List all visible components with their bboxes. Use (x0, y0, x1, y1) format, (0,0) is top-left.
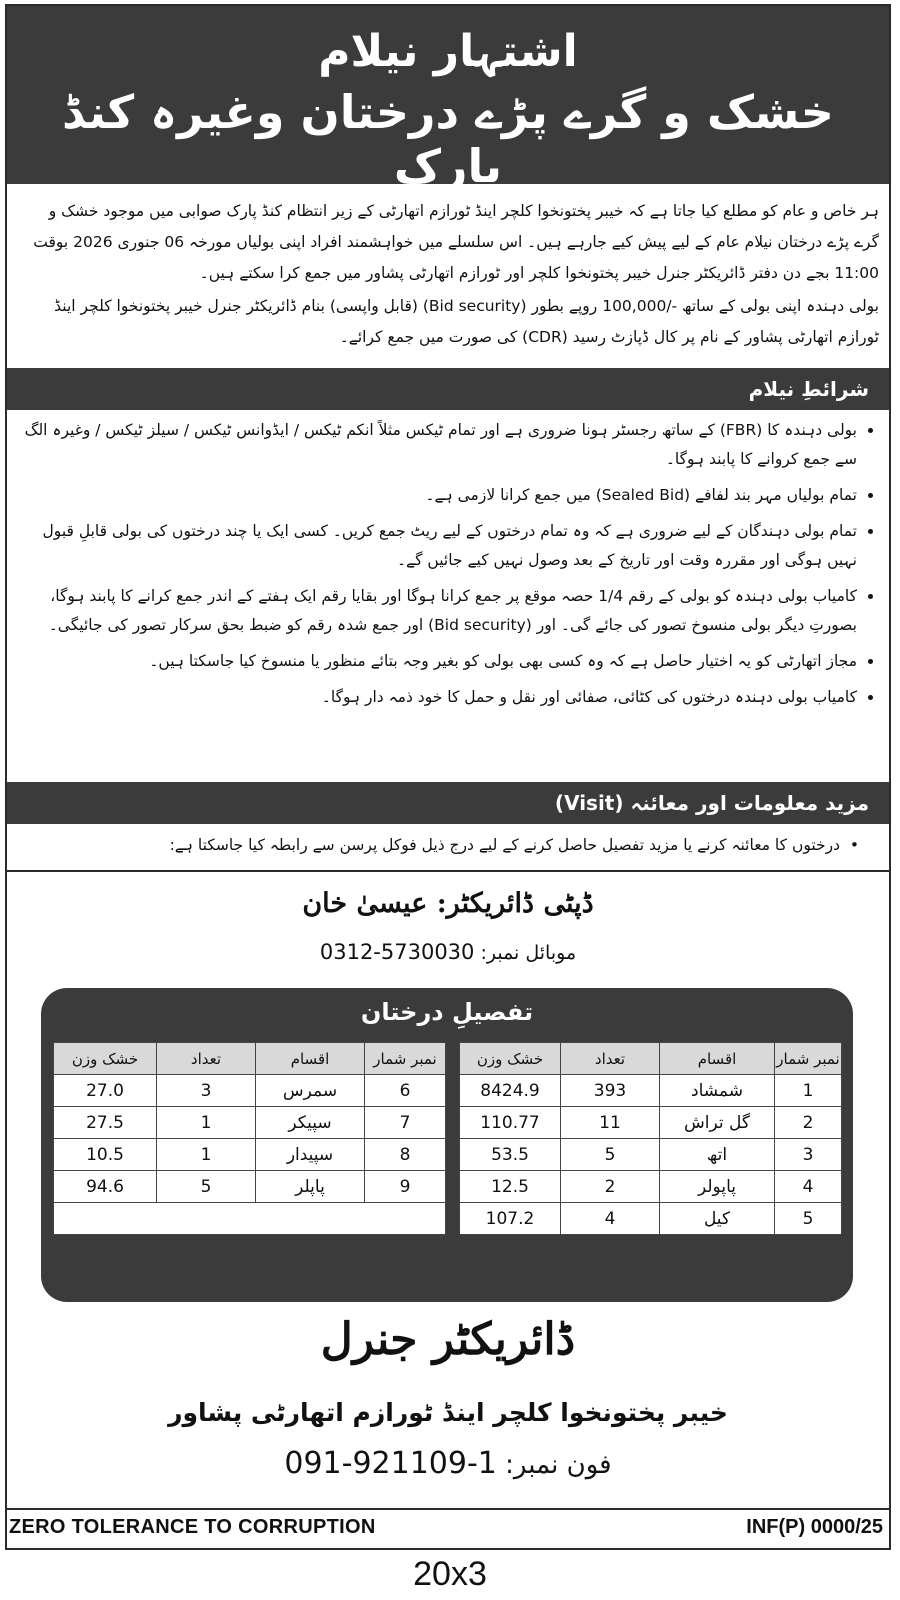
cell-type: سپیدار (256, 1139, 365, 1171)
ad-subtitle: خشک و گرے پڑے درختان وغیرہ کنڈ پارک (62, 85, 834, 193)
phone-number: 091-921109-1 (284, 1446, 497, 1481)
divider (7, 870, 889, 872)
conditions-section (7, 412, 889, 780)
table-row (460, 1139, 842, 1171)
condition-item: • تمام بولیاں مہر بند لفافے (Sealed Bid) میں جمع کرانا لازمی ہے۔ (21, 481, 857, 510)
cell-type: پاپولر (660, 1171, 775, 1203)
cell-type: سپیکر (256, 1107, 365, 1139)
cell-serial: 6 (365, 1075, 446, 1107)
cell-weight: 94.6 (54, 1171, 157, 1203)
cell-serial: 4 (775, 1171, 842, 1203)
cell-weight: 53.5 (460, 1139, 561, 1171)
cell-count: 4 (561, 1203, 660, 1235)
conditions-list (21, 416, 875, 712)
cell-weight: 12.5 (460, 1171, 561, 1203)
col-type: اقسام (660, 1043, 775, 1075)
cell-type: اتھ (660, 1139, 775, 1171)
cell-weight: 107.2 (460, 1203, 561, 1235)
conditions-heading: شرائطِ نیلام (748, 377, 869, 401)
cell-type: گل تراش (660, 1107, 775, 1139)
anti-corruption-slogan: ZERO TOLERANCE TO CORRUPTION (9, 1516, 376, 1538)
cell-serial: 9 (365, 1171, 446, 1203)
director-general-title: ڈائریکٹر جنرل (320, 1314, 576, 1365)
table-row (460, 1107, 842, 1139)
cell-weight: 27.0 (54, 1075, 157, 1107)
cell-weight: 8424.9 (460, 1075, 561, 1107)
cell-type: کیل (660, 1203, 775, 1235)
col-count: تعداد (561, 1043, 660, 1075)
table-row (54, 1075, 446, 1107)
condition-item: • مجاز اتھارٹی کو یہ اختیار حاصل ہے کہ وہ کسی بھی بولی کو بغیر وجہ بتائے منظور یا منسوخ کیا جاسکتا ہیں۔ (21, 647, 857, 676)
col-serial: نمبر شمار (365, 1043, 446, 1075)
col-weight: خشک وزن (460, 1043, 561, 1075)
advertisement-frame (5, 4, 891, 1550)
mobile-number: 0312-5730030 (319, 940, 475, 964)
table-row (54, 1171, 446, 1203)
trees-table-box (41, 988, 853, 1302)
trees-table-left (53, 1042, 446, 1235)
table-row-empty (54, 1203, 446, 1235)
visit-text: درختوں کا معائنہ کرنے یا مزید تفصیل حاصل کرنے کے لیے درج ذیل فوکل پرسن سے رابطہ کیا جاسکتا ہے: (169, 836, 840, 854)
table-header-row (54, 1043, 446, 1075)
ad-title: اشتہار نیلام (318, 26, 578, 77)
authority-name: خیبر پختونخوا کلچر اینڈ ٹورازم اتھارٹی پشاور (168, 1398, 728, 1427)
focal-person-mobile (7, 940, 889, 964)
cell-serial: 8 (365, 1139, 446, 1171)
cell-count: 2 (561, 1171, 660, 1203)
ad-size-label: 20x3 (413, 1555, 487, 1593)
intro-section (7, 186, 889, 369)
cell-serial: 1 (775, 1075, 842, 1107)
col-weight: خشک وزن (54, 1043, 157, 1075)
header-band (7, 6, 889, 193)
table-row (54, 1107, 446, 1139)
table-header-row (460, 1043, 842, 1075)
bullet-icon: • (844, 836, 859, 854)
cell-weight: 10.5 (54, 1139, 157, 1171)
col-type: اقسام (256, 1043, 365, 1075)
cell-serial: 5 (775, 1203, 842, 1235)
cell-count: 5 (561, 1139, 660, 1171)
bottom-bar (7, 1508, 889, 1548)
cell-weight: 27.5 (54, 1107, 157, 1139)
condition-item: • بولی دہندہ کا (FBR) کے ساتھ رجسٹر ہونا ضروری ہے اور تمام ٹیکس مثلاً انکم ٹیکس / ایڈوانس ٹیکس / سیلز ٹیکس / وغیرہ الگ سے جمع کروانے کا پابند ہوگا۔ (21, 416, 857, 474)
cell-count: 5 (157, 1171, 256, 1203)
cell-weight: 110.77 (460, 1107, 561, 1139)
table-row (460, 1171, 842, 1203)
col-serial: نمبر شمار (775, 1043, 842, 1075)
intro-paragraph: ہر خاص و عام کو مطلع کیا جاتا ہے کہ خیبر پختونخوا کلچر اینڈ ٹورازم اتھارٹی کے زیر انتظام کنڈ پارک صوابی میں موجود خشک و گرے پڑے درختان نیلام عام کے لیے پیش کیے جارہے ہیں۔ اس سلسلے میں خواہشمند افراد اپنی بولیاں مورخہ 06 جنوری 2026 بوقت 11:00 بجے دن دفتر ڈائریکٹر جنرل خیبر پختونخوا کلچر اور ٹورازم اتھارٹی پشاور میں جمع کرا سکتے ہیں۔ (33, 202, 879, 282)
trees-table-title: تفصیلِ درختان (360, 998, 534, 1026)
condition-item: • کامیاب بولی دہندہ درختوں کی کٹائی، صفائی اور نقل و حمل کا خود ذمہ دار ہوگا۔ (21, 683, 857, 712)
cell-serial: 3 (775, 1139, 842, 1171)
table-row (460, 1075, 842, 1107)
visit-heading-band (7, 782, 889, 824)
visit-heading: مزید معلومات اور معائنہ (Visit) (554, 791, 869, 815)
empty-cell (54, 1203, 446, 1235)
conditions-heading-band (7, 368, 889, 410)
cell-serial: 2 (775, 1107, 842, 1139)
cell-count: 11 (561, 1107, 660, 1139)
cell-type: سمرس (256, 1075, 365, 1107)
phone-label: فون نمبر: (505, 1450, 612, 1480)
cell-type: پاپلر (256, 1171, 365, 1203)
condition-item: • تمام بولی دہندگان کے لیے ضروری ہے کہ وہ تمام درختوں کے لیے ریٹ جمع کریں۔ کسی ایک یا چند درختوں کی بولی قابلِ قبول نہیں ہوگی اور مقررہ وقت اور تاریخ کے بعد وصول نہیں کیے جائیں گے۔ (21, 517, 857, 575)
cell-count: 393 (561, 1075, 660, 1107)
visit-section (7, 826, 889, 870)
bid-security-paragraph: بولی دہندہ اپنی بولی کے ساتھ -/100,000 روپے بطور (Bid security) (قابل واپسی) بنام ڈائریکٹر جنرل خیبر پختونخوا کلچر اینڈ ٹورازم اتھارٹی پشاور کے نام پر کال ڈپازٹ رسید (CDR) کی صورت میں جمع کرائے۔ (54, 297, 879, 346)
cell-count: 1 (157, 1139, 256, 1171)
table-row (460, 1203, 842, 1235)
mobile-label: موبائل نمبر: (480, 942, 577, 964)
cell-count: 3 (157, 1075, 256, 1107)
trees-table-right (459, 1042, 842, 1235)
cell-count: 1 (157, 1107, 256, 1139)
inf-reference: INF(P) 0000/25 (746, 1516, 883, 1538)
focal-person-name: ڈپٹی ڈائریکٹر: عیسیٰ خان (302, 888, 594, 919)
cell-type: شمشاد (660, 1075, 775, 1107)
col-count: تعداد (157, 1043, 256, 1075)
cell-serial: 7 (365, 1107, 446, 1139)
table-row (54, 1139, 446, 1171)
condition-item: • کامیاب بولی دہندہ کو بولی کے رقم 1/4 حصہ موقع پر جمع کرانا ہوگا اور بقایا رقم ایک ہفتے کے اندر جمع کرانے کا پابند ہوگا، بصورتِ دیگر بولی منسوخ تصور کی جائے گی۔ اور (Bid security) اور جمع شدہ رقم کو ضبط بحق سرکار تصور کی جائیگی۔ (21, 582, 857, 640)
office-phone (7, 1446, 889, 1481)
